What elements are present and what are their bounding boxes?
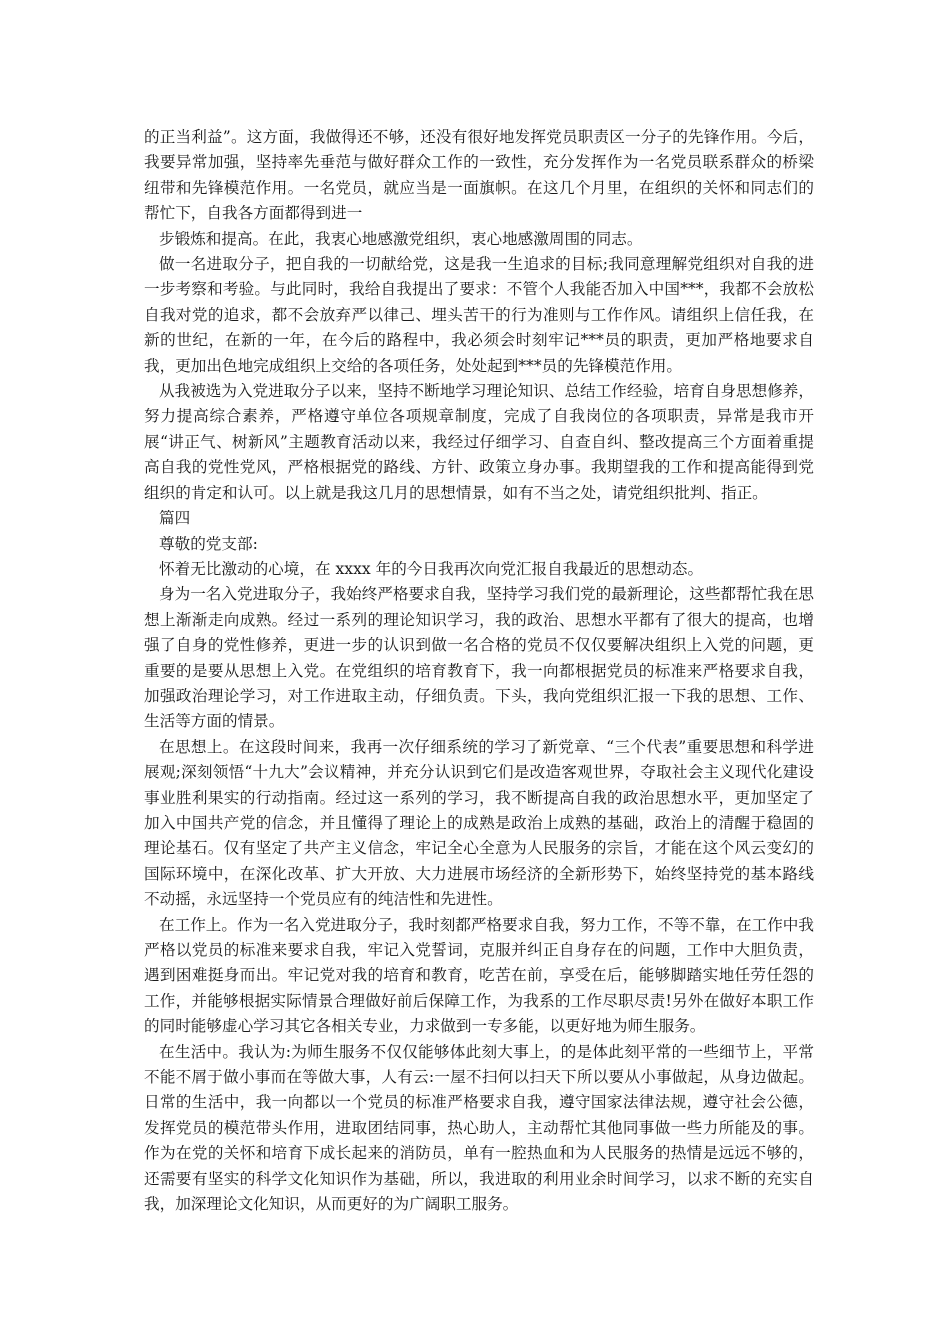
paragraph-9: 在思想上。在这段时间来，我再一次仔细系统的学习了新党章、“三个代表”重要思想和科学进展观;深刻领悟“十九大”会议精神，并充分认识到它们是改造客观世界，夺取社会主义现代化建设事业胜利果实的行动指南。经过这一系列的学习，我不断提高自我的政治思想水平，更加坚定了加入中国共产党的信念，并且懂得了理论上的成熟是政治上成熟的基础，政治上的清醒于稳固的理论基石。仅有坚定了共产主义信念，牢记全心全意为人民服务的宗旨，才能在这个风云变幻的国际环境中，在深化改革、扩大开放、大力进展市场经济的全新形势下，始终坚持党的基本路线不动摇，永远坚持一个党员应有的纯洁性和先进性。 (144, 737, 814, 909)
paragraph-7: 怀着无比激动的心境，在 xxxx 年的今日我再次向党汇报自我最近的思想动态。 (159, 559, 704, 578)
paragraph-1: 的正当利益”。这方面，我做得还不够，还没有很好地发挥党员职责区一分子的先锋作用。今后，我要异常加强，坚持率先垂范与做好群众工作的一致性，充分发挥作为一名党员联系群众的桥梁纽带和先锋模范作用。一名党员，就应当是一面旗帜。在这几个月里，在组织的关怀和同志们的帮忙下，自我各方面都得到进一 (144, 128, 814, 223)
document-body (144, 125, 814, 1217)
paragraph-3: 做一名进取分子，把自我的一切献给党，这是我一生追求的目标;我同意理解党组织对自我的进一步考察和考验。与此同时，我给自我提出了要求：不管个人我能否加入中国***，我都不会放松自我对党的追求，都不会放弃严以律己、埋头苦干的行为准则与工作作风。请组织上信任我，在新的世纪，在新的一年，在今后的路程中，我必须会时刻牢记***员的职责，更加严格地要求自我，更加出色地完成组织上交给的各项任务，处处起到***员的先锋模范作用。 (144, 255, 814, 375)
salutation: 尊敬的党支部: (159, 534, 258, 553)
paragraph-4: 从我被选为入党进取分子以来，坚持不断地学习理论知识、总结工作经验，培育自身思想修养，努力提高综合素养，严格遵守单位各项规章制度，完成了自我岗位的各项职责，异常是我市开展“讲正气、树新风”主题教育活动以来，我经过仔细学习、自查自纠、整改提高三个方面着重提高自我的党性党风，严格根据党的路线、方针、政策立身办事。我期望我的工作和提高能得到党组织的肯定和认可。以上就是我这几月的思想情景，如有不当之处，请党组织批判、指正。 (144, 382, 814, 502)
paragraph-2: 步锻炼和提高。在此，我衷心地感激党组织，衷心地感激周围的同志。 (159, 229, 643, 248)
paragraph-10: 在工作上。作为一名入党进取分子，我时刻都严格要求自我，努力工作，不等不靠，在工作中我严格以党员的标准来要求自我，牢记入党誓词，克服并纠正自身存在的问题，工作中大胆负责，遇到困难挺身而出。牢记党对我的培育和教育，吃苦在前，享受在后，能够脚踏实地任劳任怨的工作，并能够根据实际情景合理做好前后保障工作，为我系的工作尽职尽责!另外在做好本职工作的同时能够虚心学习其它各相关专业，力求做到一专多能，以更好地为师生服务。 (144, 915, 814, 1036)
paragraph-8: 身为一名入党进取分子，我始终严格要求自我，坚持学习我们党的最新理论，这些都帮忙我在思想上渐渐走向成熟。经过一系列的理论知识学习，我的政治、思想水平都有了很大的提高，也增强了自身的党性修养，更进一步的认识到做一名合格的党员不仅仅要解决组织上入党的问题，更重要的是要从思想上入党。在党组织的培育教育下，我一向都根据党员的标准来严格要求自我，加强政治理论学习，对工作进取主动，仔细负责。下头，我向党组织汇报一下我的思想、工作、生活等方面的情景。 (144, 585, 814, 731)
paragraph-11: 在生活中。我认为:为师生服务不仅仅能够体此刻大事上，的是体此刻平常的一些细节上，平常不能不屑于做小事而在等做大事，人有云:一屋不扫何以扫天下所以要从小事做起，从身边做起。日常的生活中，我一向都以一个党员的标准严格要求自我，遵守国家法律法规，遵守社会公德，发挥党员的模范带头作用，进取团结同事，热心助人，主动帮忙其他同事做一些力所能及的事。作为在党的关怀和培育下成长起来的消防员，单有一腔热血和为人民服务的热情是远远不够的，还需要有坚实的科学文化知识作为基础，所以，我进取的利用业余时间学习，以求不断的充实自我，加深理论文化知识，从而更好的为广阔职工服务。 (144, 1042, 814, 1214)
section-heading: 篇四 (159, 509, 191, 528)
